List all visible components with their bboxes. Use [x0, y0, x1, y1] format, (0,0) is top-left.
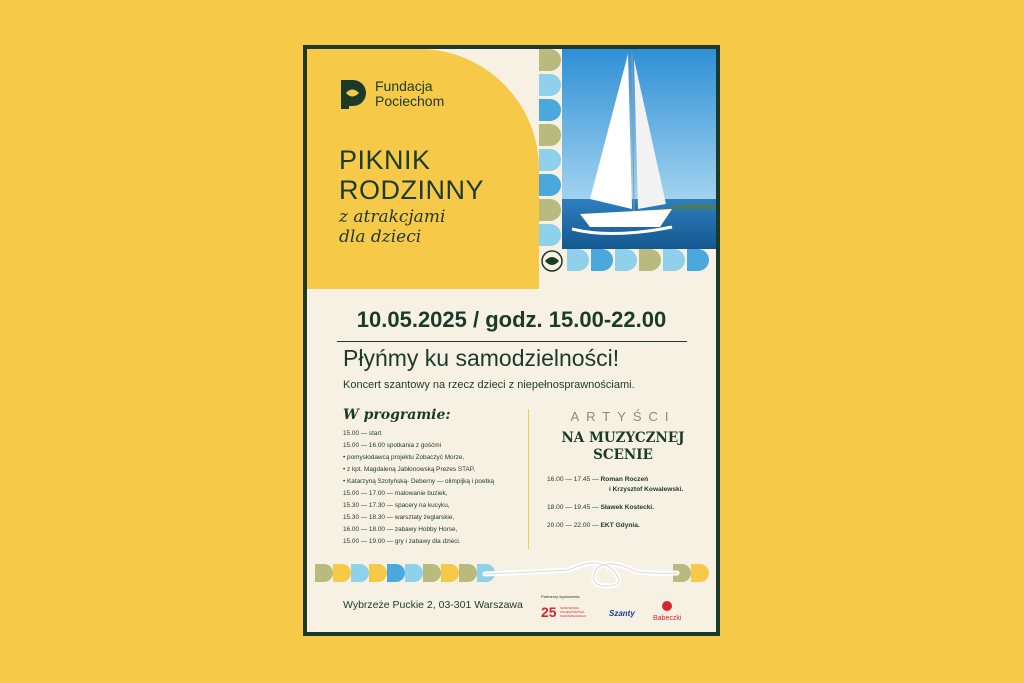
foundation-name-line2: Pociechom: [375, 93, 445, 109]
foundation-logo-icon: [339, 79, 367, 109]
event-address: Wybrzeże Puckie 2, 03-301 Warszawa: [343, 599, 523, 611]
yellow-shape-tab: [307, 259, 435, 289]
program-item: 15.30 — 18.30 — warsztaty żeglarskie,: [343, 514, 455, 521]
program-item: • z kpt. Magdaleną Jabłonowską Prezes STAP,: [343, 466, 476, 473]
partner-logo-babeczki: Babeczki: [653, 615, 682, 622]
artist-row: [547, 521, 683, 531]
program-list: [343, 428, 494, 548]
partners-caption: Partnerzy wydarzenia: [541, 594, 580, 599]
program-item: 15.00 — 19.00 — gry i zabawy dla dzieci.: [343, 538, 461, 545]
rope-knot-band: [307, 554, 716, 594]
artists-heading: ARTYŚCI: [570, 409, 676, 424]
artist-time: 18.00 — 19.45 —: [547, 504, 599, 511]
event-title-line2: RODZINNY: [339, 175, 484, 205]
column-divider: [528, 409, 529, 549]
svg-text:WOJEWÓDZTWA: WOJEWÓDZTWA: [560, 610, 585, 614]
foundation-logo: [339, 79, 444, 109]
event-slogan: Płyńmy ku samodzielności!: [343, 345, 620, 371]
artists-subheading-line1: NA MUZYCZNEJ: [561, 430, 685, 446]
program-heading: W programie:: [343, 407, 451, 423]
artist-name: i Krzysztof Kowalewski.: [609, 486, 684, 493]
poster-inner: [307, 49, 716, 632]
divider: [337, 341, 687, 342]
artist-name: Sławek Kostecki.: [600, 504, 655, 511]
artists-list: [547, 475, 683, 539]
partner-logo-25: 25: [541, 604, 557, 620]
svg-text:MAZOWIECKIEGO: MAZOWIECKIEGO: [560, 614, 587, 618]
program-item: 16.00 — 18.00 — zabawy Hobby Horse,: [343, 526, 458, 533]
partners-logos: [535, 592, 705, 632]
program-item: • Katarzyną Szotyńską- Deberny — olimpijką i poetką: [343, 478, 495, 485]
artist-time: 16.00 — 17.45 —: [547, 476, 599, 483]
foundation-name-line1: Fundacja: [375, 78, 433, 94]
event-subtitle-line2: dla dzieci: [339, 227, 422, 247]
sailboat-photo: [562, 49, 716, 249]
event-title: [339, 145, 484, 205]
artist-name: Roman Roczeń: [600, 476, 649, 483]
artist-row: [547, 475, 683, 495]
event-date-time: 10.05.2025 / godz. 15.00-22.00: [356, 307, 667, 332]
event-subtitle: [339, 207, 445, 247]
poster-header: [307, 49, 716, 289]
event-description: Koncert szantowy na rzecz dzieci z niepełnosprawnościami.: [343, 379, 635, 391]
artists-subheading-line2: SCENIE: [593, 447, 653, 463]
program-item: 15.00 — start: [343, 430, 382, 437]
program-item: 15.00 — 17.00 — malowanie buziek,: [343, 490, 448, 497]
poster: [303, 45, 720, 636]
artist-time: 20.00 — 22.00 —: [547, 522, 599, 529]
svg-text:SAMORZĄDU: SAMORZĄDU: [560, 606, 580, 610]
partner-logo-szanty: Szanty: [609, 609, 635, 618]
event-title-line1: PIKNIK: [339, 145, 431, 175]
artists-subheading: [533, 430, 713, 464]
artist-name: EKT Gdynia.: [600, 522, 640, 529]
program-item: • pomysłodawcą projektu Zobaczyć Morze,: [343, 454, 465, 461]
artist-row: [547, 503, 683, 513]
program-item: 15.30 — 17.30 — spacery na kucyku,: [343, 502, 450, 509]
program-item: 15.00 — 16.00 spotkania z gośćmi: [343, 442, 442, 449]
event-subtitle-line1: z atrakcjami: [339, 207, 446, 227]
